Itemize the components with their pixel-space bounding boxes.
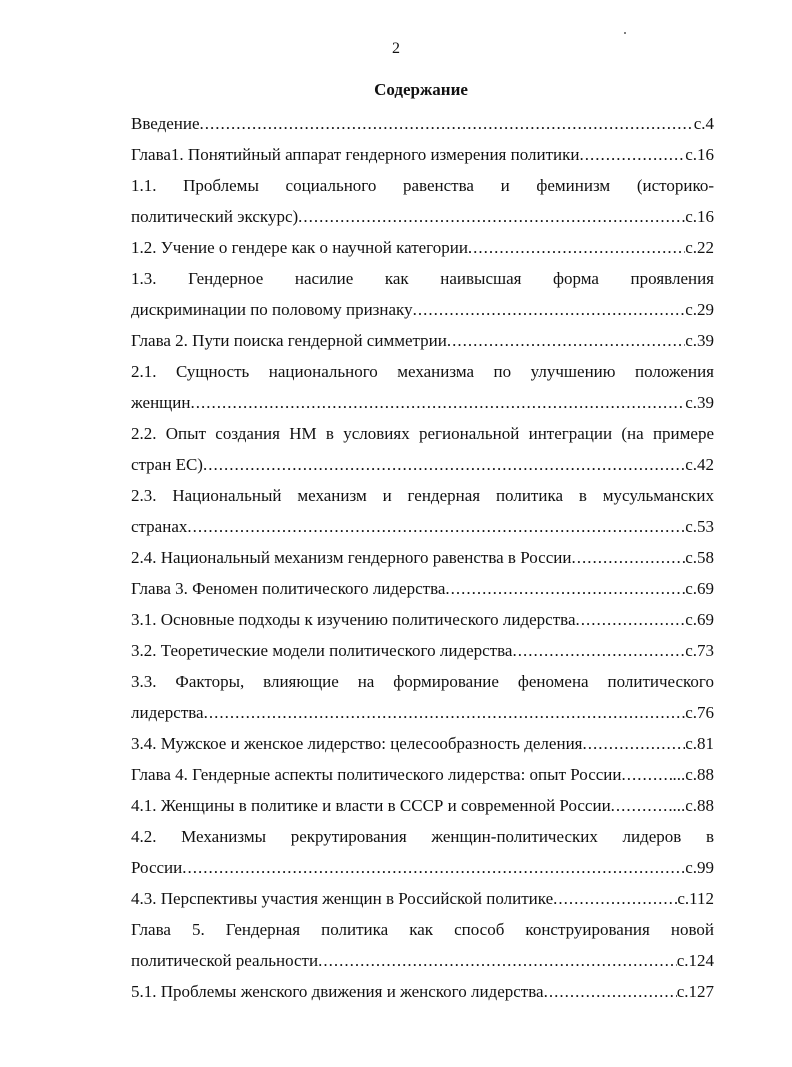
toc-entry[interactable] (131, 325, 714, 356)
toc-entry-title: 5.1. Проблемы женского движения и женского лидерства (131, 982, 544, 1001)
toc-entry-line: 3.3. Факторы, влияющие на формирование феномена политического (131, 672, 714, 691)
page-title: Содержание (374, 80, 468, 99)
toc-entry-title: женщин (131, 393, 191, 412)
toc-entry-title: 3.1. Основные подходы к изучению политического лидерства (131, 610, 576, 629)
toc-entry[interactable] (131, 697, 714, 728)
toc-entry[interactable] (131, 883, 714, 914)
toc-entry[interactable] (131, 201, 714, 232)
toc-entry[interactable] (131, 790, 714, 821)
toc-entry-page: с.58 (685, 548, 714, 567)
toc-entry[interactable] (131, 728, 714, 759)
toc-entry-title: России (131, 858, 183, 877)
toc-entry[interactable] (131, 294, 714, 325)
toc-entry-page: с.127 (676, 982, 714, 1001)
scan-speck (624, 32, 626, 34)
toc-entry-line: Глава 5. Гендерная политика как способ конструирования новой (131, 920, 714, 939)
toc-entry-title: стран ЕС) (131, 455, 203, 474)
toc-entry-page: с.69 (685, 610, 714, 629)
toc-entry[interactable] (131, 852, 714, 883)
page-number: 2 (392, 40, 400, 57)
toc-entry-page: с.73 (685, 641, 714, 660)
toc-entry[interactable] (131, 945, 714, 976)
toc-entry-title: Введение (131, 114, 200, 133)
toc-entry-page: с.39 (685, 393, 714, 412)
dot-leader (200, 108, 694, 139)
table-of-contents (131, 108, 714, 1007)
toc-entry-line: 2.1. Сущность национального механизма по улучшению положения (131, 362, 714, 381)
dot-leader (576, 604, 686, 635)
toc-entry-line: 2.2. Опыт создания НМ в условиях региональной интеграции (на примере (131, 424, 714, 443)
dot-leader (190, 387, 685, 418)
dot-leader (622, 759, 673, 790)
dot-leader (298, 201, 685, 232)
toc-entry-page: с.99 (685, 858, 714, 877)
dot-leader (611, 790, 673, 821)
toc-entry[interactable] (131, 139, 714, 170)
toc-entry[interactable] (131, 542, 714, 573)
dot-leader (553, 883, 677, 914)
toc-entry-page: с.81 (685, 734, 714, 753)
toc-entry-page: с.53 (685, 517, 714, 536)
toc-entry-line: 1.3. Гендерное насилие как наивысшая форма проявления (131, 269, 714, 288)
toc-entry-page: с.16 (685, 145, 714, 164)
toc-entry-title: 2.4. Национальный механизм гендерного равенства в России (131, 548, 572, 567)
dot-leader (571, 542, 685, 573)
toc-entry-page: с.124 (676, 951, 714, 970)
toc-entry[interactable] (131, 759, 714, 790)
toc-entry-page: с.4 (693, 114, 714, 133)
toc-entry-page: с.76 (685, 703, 714, 722)
toc-entry-page: с.112 (677, 889, 714, 908)
toc-entry-title: странах (131, 517, 188, 536)
toc-entry-title: 1.2. Учение о гендере как о научной категории (131, 238, 468, 257)
toc-entry[interactable] (131, 108, 714, 139)
dot-leader (187, 511, 685, 542)
toc-entry[interactable] (131, 511, 714, 542)
dot-leader (447, 325, 685, 356)
toc-entry-title: Глава 2. Пути поиска гендерной симметрии (131, 331, 447, 350)
toc-entry-title: 4.1. Женщины в политике и власти в СССР и современной России (131, 796, 611, 815)
toc-entry-page: с.39 (685, 331, 714, 350)
toc-entry[interactable] (131, 449, 714, 480)
toc-entry-title: политический экскурс) (131, 207, 299, 226)
toc-entry-page: с.29 (685, 300, 714, 319)
toc-entry-page: с.16 (685, 207, 714, 226)
toc-entry-title: политической реальности (131, 951, 319, 970)
dot-leader (512, 635, 685, 666)
toc-entry[interactable] (131, 976, 714, 1007)
toc-entry-title: дискриминации по половому признаку (131, 300, 413, 319)
toc-entry-page: с.22 (685, 238, 714, 257)
toc-entry-page: ...с.88 (672, 765, 714, 784)
toc-entry-page: с.42 (685, 455, 714, 474)
toc-entry[interactable] (131, 604, 714, 635)
toc-entry[interactable] (131, 635, 714, 666)
toc-entry-title: 3.2. Теоретические модели политического лидерства (131, 641, 513, 660)
toc-entry-line: 2.3. Национальный механизм и гендерная политика в мусульманских (131, 486, 714, 505)
dot-leader (318, 945, 677, 976)
dot-leader (579, 139, 685, 170)
toc-entry-title: 3.4. Мужское и женское лидерство: целесообразность деления (131, 734, 583, 753)
toc-entry-line: 1.1. Проблемы социального равенства и феминизм (историко- (131, 176, 714, 195)
toc-entry-title: 4.3. Перспективы участия женщин в Российской политике (131, 889, 554, 908)
toc-entry-line: 4.2. Механизмы рекрутирования женщин-политических лидеров в (131, 827, 714, 846)
toc-entry-title: лидерства (131, 703, 204, 722)
dot-leader (203, 449, 685, 480)
toc-entry[interactable] (131, 573, 714, 604)
dot-leader (582, 728, 685, 759)
toc-entry-title: Глава 4. Гендерные аспекты политического лидерства: опыт России (131, 765, 622, 784)
toc-entry-title: Глава1. Понятийный аппарат гендерного измерения политики (131, 145, 580, 164)
dot-leader (204, 697, 686, 728)
dot-leader (413, 294, 686, 325)
toc-entry-page: ...с.88 (672, 796, 714, 815)
toc-entry[interactable] (131, 387, 714, 418)
toc-entry-title: Глава 3. Феномен политического лидерства (131, 579, 446, 598)
dot-leader (182, 852, 685, 883)
dot-leader (544, 976, 677, 1007)
toc-entry[interactable] (131, 232, 714, 263)
dot-leader (468, 232, 685, 263)
toc-entry-page: с.69 (685, 579, 714, 598)
dot-leader (445, 573, 685, 604)
